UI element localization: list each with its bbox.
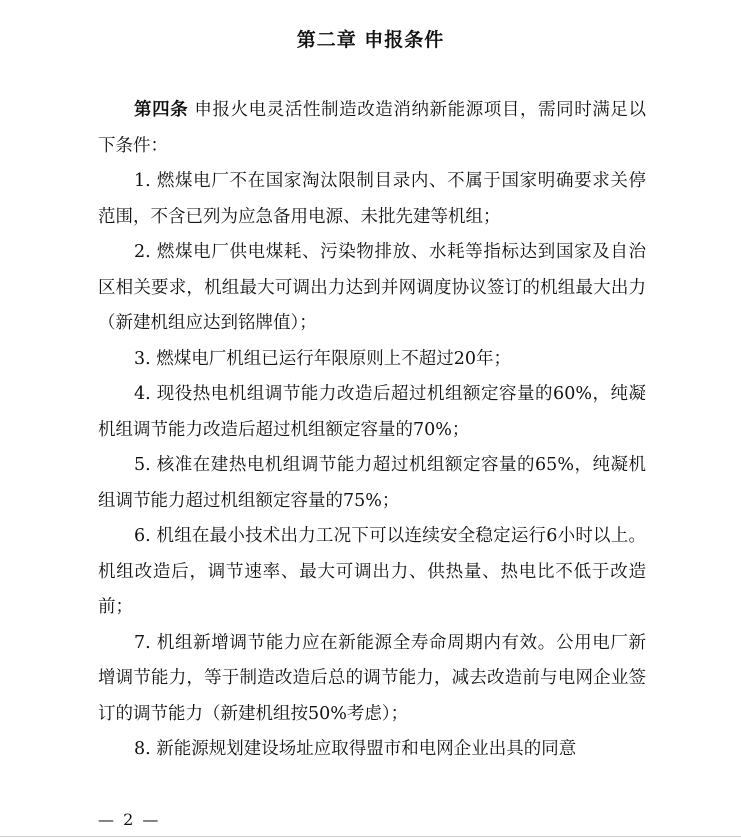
chapter-title: 第二章 申报条件 bbox=[296, 29, 445, 51]
article-label: 第四条 bbox=[134, 100, 189, 120]
article-intro: 申报火电灵活性制造改造消纳新能源项目，需同时满足以下条件： bbox=[98, 100, 646, 156]
condition-item: 3. 燃煤电厂机组已运行年限原则上不超过20年； bbox=[134, 348, 512, 369]
bottom-divider bbox=[0, 836, 741, 837]
condition-item: 8. 新能源规划建设场址应取得盟市和电网企业出具的同意 bbox=[134, 739, 577, 759]
article-intro-paragraph bbox=[98, 93, 646, 164]
page-number: — 2 — bbox=[98, 810, 161, 829]
condition-item: 2. 燃煤电厂供电煤耗、污染物排放、水耗等指标达到国家及自治区相关要求，机组最大可调出力达到并网调度协议签订的机组最大出力（新建机组应达到铭牌值）； bbox=[98, 242, 646, 333]
condition-item: 4. 现役热电机组调节能力改造后超过机组额定容量的60%，纯凝机组调节能力改造后超过机组额定容量的70%； bbox=[98, 384, 646, 440]
condition-item: 7. 机组新增调节能力应在新能源全寿命周期内有效。公用电厂新增调节能力，等于制造改造后总的调节能力，减去改造前与电网企业签订的调节能力（新建机组按50%考虑）； bbox=[98, 632, 646, 724]
condition-item: 1. 燃煤电厂不在国家淘汰限制目录内、不属于国家明确要求关停范围，不含已列为应急备用电源、未批先建等机组； bbox=[98, 171, 646, 227]
condition-item: 6. 机组在最小技术出力工况下可以连续安全稳定运行6小时以上。机组改造后，调节速率、最大可调出力、供热量、热电比不低于改造前； bbox=[98, 526, 646, 617]
document-body bbox=[98, 93, 646, 768]
condition-item: 5. 核准在建热电机组调节能力超过机组额定容量的65%，纯凝机组调节能力超过机组额定容量的75%； bbox=[98, 455, 646, 511]
